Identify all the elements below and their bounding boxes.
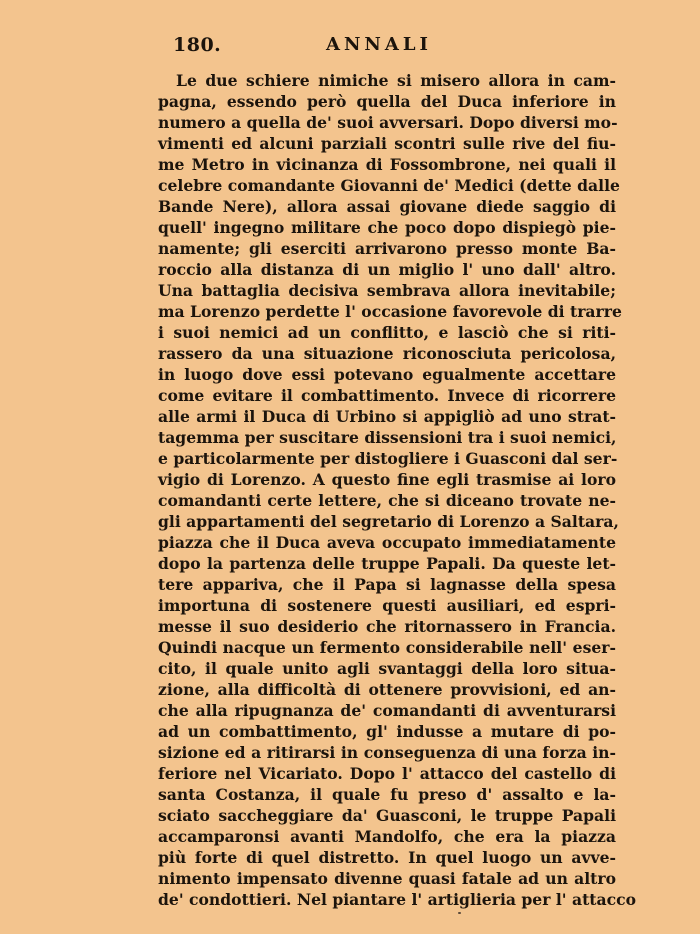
- page-number: 180.: [173, 34, 222, 56]
- text-line: roccio alla distanza di un miglio l' uno dall' altro.: [158, 260, 616, 279]
- text-line: piazza che il Duca aveva occupato immediatamente: [158, 533, 616, 552]
- text-line: vimenti ed alcuni parziali scontri sulle rive del fiu-: [158, 134, 616, 153]
- text-line: Bande Nere), allora assai giovane diede saggio di: [158, 197, 616, 216]
- text-line: importuna di sostenere questi ausiliari, ed espri-: [158, 596, 616, 615]
- text-line: tere appariva, che il Papa si lagnasse della spesa: [158, 575, 616, 594]
- text-line: Le due schiere nimiche si misero allora in cam-: [176, 71, 616, 90]
- text-line: namente; gli eserciti arrivarono presso monte Ba-: [158, 239, 616, 258]
- text-line: alle armi il Duca di Urbino si appigliò ad uno strat-: [158, 407, 616, 426]
- body-text: [158, 70, 637, 910]
- text-line: zione, alla difficoltà di ottenere provvisioni, ed an-: [158, 680, 616, 699]
- text-line: ad un combattimento, gl' indusse a mutare di po-: [158, 722, 616, 741]
- text-line: feriore nel Vicariato. Dopo l' attacco del castello di: [158, 764, 616, 783]
- text-line: sizione ed a ritirarsi in conseguenza di una forza in-: [158, 743, 616, 762]
- text-line: de' condottieri. Nel piantare l' artiglieria per l' attacco: [158, 890, 637, 909]
- text-line: più forte di quel distretto. In quel luogo un avve-: [158, 848, 616, 867]
- text-line: in luogo dove essi potevano egualmente accettare: [158, 365, 616, 384]
- text-line: che alla ripugnanza de' comandanti di avventurarsi: [158, 701, 616, 720]
- running-title: ANNALI: [326, 34, 432, 55]
- text-line: santa Costanza, il quale fu preso d' assalto e la-: [158, 785, 616, 804]
- text-line: ma Lorenzo perdette l' occasione favorevole di trarre: [158, 302, 622, 321]
- ink-speck: [458, 912, 461, 914]
- text-line: celebre comandante Giovanni de' Medici (dette dalle: [158, 176, 620, 195]
- text-line: tagemma per suscitare dissensioni tra i suoi nemici,: [158, 428, 617, 447]
- text-line: cito, il quale unito agli svantaggi della loro situa-: [158, 659, 616, 678]
- text-line: sciato saccheggiare da' Guasconi, le truppe Papali: [158, 806, 616, 825]
- text-line: Una battaglia decisiva sembrava allora inevitabile;: [158, 281, 616, 300]
- text-line: Quindi nacque un fermento considerabile nell' eser-: [158, 638, 616, 657]
- text-line: e particolarmente per distogliere i Guasconi dal ser-: [158, 449, 618, 468]
- text-line: nimento impensato divenne quasi fatale ad un altro: [158, 869, 616, 888]
- text-line: quell' ingegno militare che poco dopo dispiegò pie-: [158, 218, 616, 237]
- text-line: comandanti certe lettere, che si diceano trovate ne-: [158, 491, 616, 510]
- text-line: i suoi nemici ad un conflitto, e lasciò che si riti-: [158, 323, 616, 342]
- text-line: rassero da una situazione riconosciuta pericolosa,: [158, 344, 616, 363]
- text-line: accamparonsi avanti Mandolfo, che era la piazza: [158, 827, 616, 846]
- text-line: gli appartamenti del segretario di Lorenzo a Saltara,: [158, 512, 619, 531]
- text-line: messe il suo desiderio che ritornassero in Francia.: [158, 617, 616, 636]
- text-line: me Metro in vicinanza di Fossombrone, nei quali il: [158, 155, 616, 174]
- text-line: numero a quella de' suoi avversari. Dopo diversi mo-: [158, 113, 618, 132]
- text-line: come evitare il combattimento. Invece di ricorrere: [158, 386, 616, 405]
- text-line: pagna, essendo però quella del Duca inferiore in: [158, 92, 616, 111]
- text-line: dopo la partenza delle truppe Papali. Da queste let-: [158, 554, 616, 573]
- text-line: vigio di Lorenzo. A questo fine egli trasmise ai loro: [158, 470, 616, 489]
